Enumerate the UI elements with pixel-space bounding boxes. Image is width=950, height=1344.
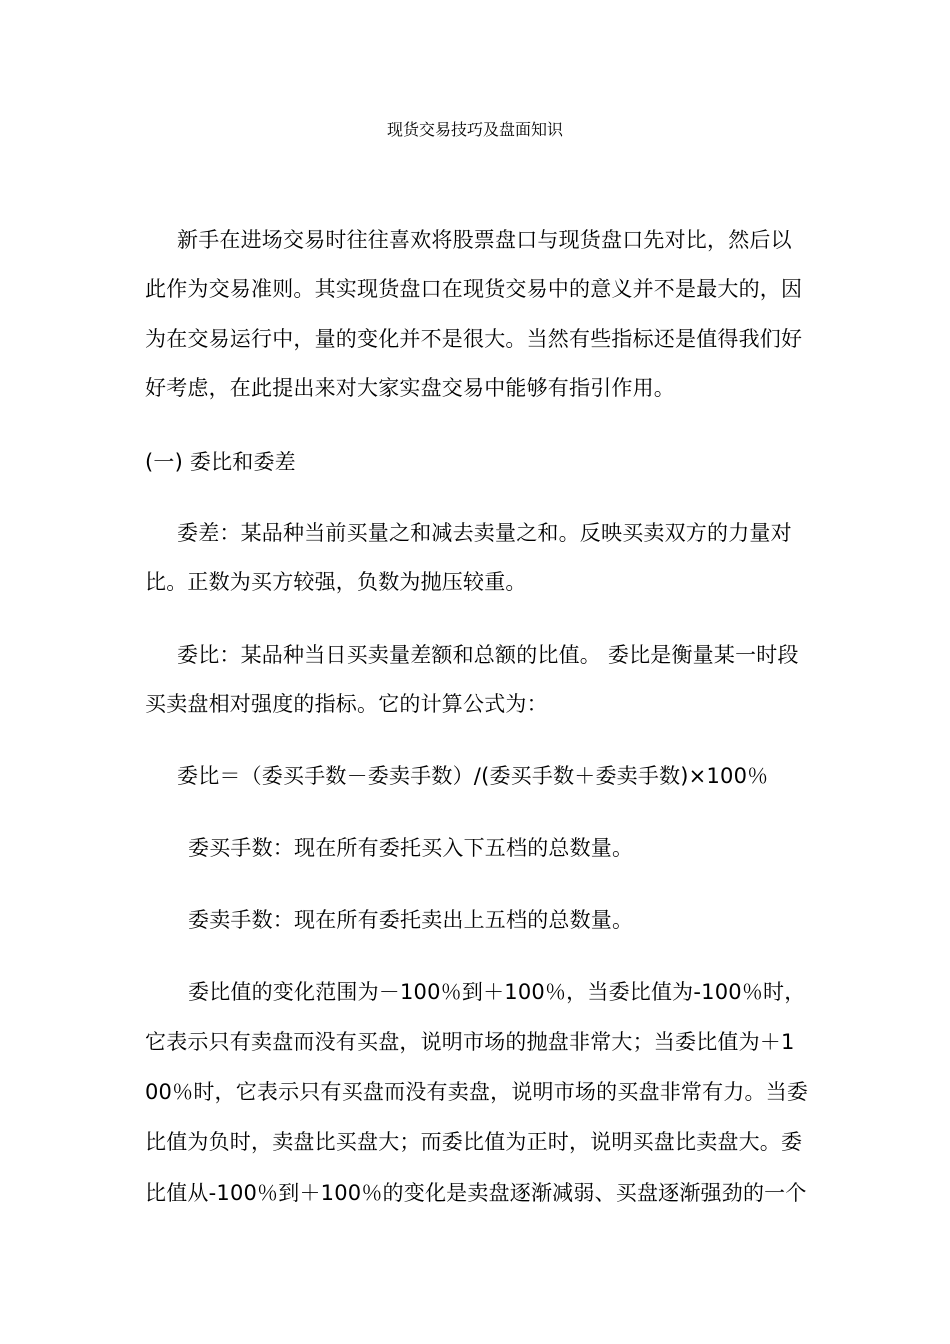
paragraph-range-line-4: 比值为负时，卖盘比买盘大；而委比值为正时，说明买盘比卖盘大。委 [145, 1130, 803, 1154]
paragraph-range-line-5: 比值从-100％到＋100％的变化是卖盘逐渐减弱、买盘逐渐强劲的一个 [145, 1181, 807, 1205]
paragraph-range-line-2: 它表示只有卖盘而没有买盘，说明市场的抛盘非常大；当委比值为＋1 [145, 1030, 795, 1054]
document-title: 现货交易技巧及盘面知识 [386, 120, 563, 139]
section-heading: (一) 委比和委差 [145, 450, 296, 474]
paragraph-weibi-line-1: 委比：某品种当日买卖量差额和总额的比值。 委比是衡量某一时段 [177, 643, 799, 667]
formula-line: 委比＝（委买手数－委卖手数）/(委买手数＋委卖手数)×100％ [177, 764, 769, 788]
paragraph-range-line-3: 00％时，它表示只有买盘而没有卖盘，说明市场的买盘非常有力。当委 [145, 1080, 809, 1104]
paragraph-1-line-3: 为在交易运行中，量的变化并不是很大。当然有些指标还是值得我们好 [145, 327, 803, 351]
paragraph-range-line-1: 委比值的变化范围为－100％到＋100％，当委比值为-100％时， [188, 980, 806, 1004]
paragraph-weicha-line-2: 比。正数为买方较强，负数为抛压较重。 [145, 570, 527, 594]
definition-sell-volume: 委卖手数：现在所有委托卖出上五档的总数量。 [188, 908, 634, 932]
paragraph-1-line-1: 新手在进场交易时往往喜欢将股票盘口与现货盘口先对比，然后以 [177, 228, 792, 252]
paragraph-weicha-line-1: 委差：某品种当前买量之和减去卖量之和。反映买卖双方的力量对 [177, 521, 792, 545]
paragraph-weibi-line-2: 买卖盘相对强度的指标。它的计算公式为： [145, 692, 548, 716]
paragraph-1-line-4: 好考虑，在此提出来对大家实盘交易中能够有指引作用。 [145, 376, 675, 400]
paragraph-1-line-2: 此作为交易准则。其实现货盘口在现货交易中的意义并不是最大的，因 [145, 277, 803, 301]
definition-buy-volume: 委买手数：现在所有委托买入下五档的总数量。 [188, 836, 634, 860]
